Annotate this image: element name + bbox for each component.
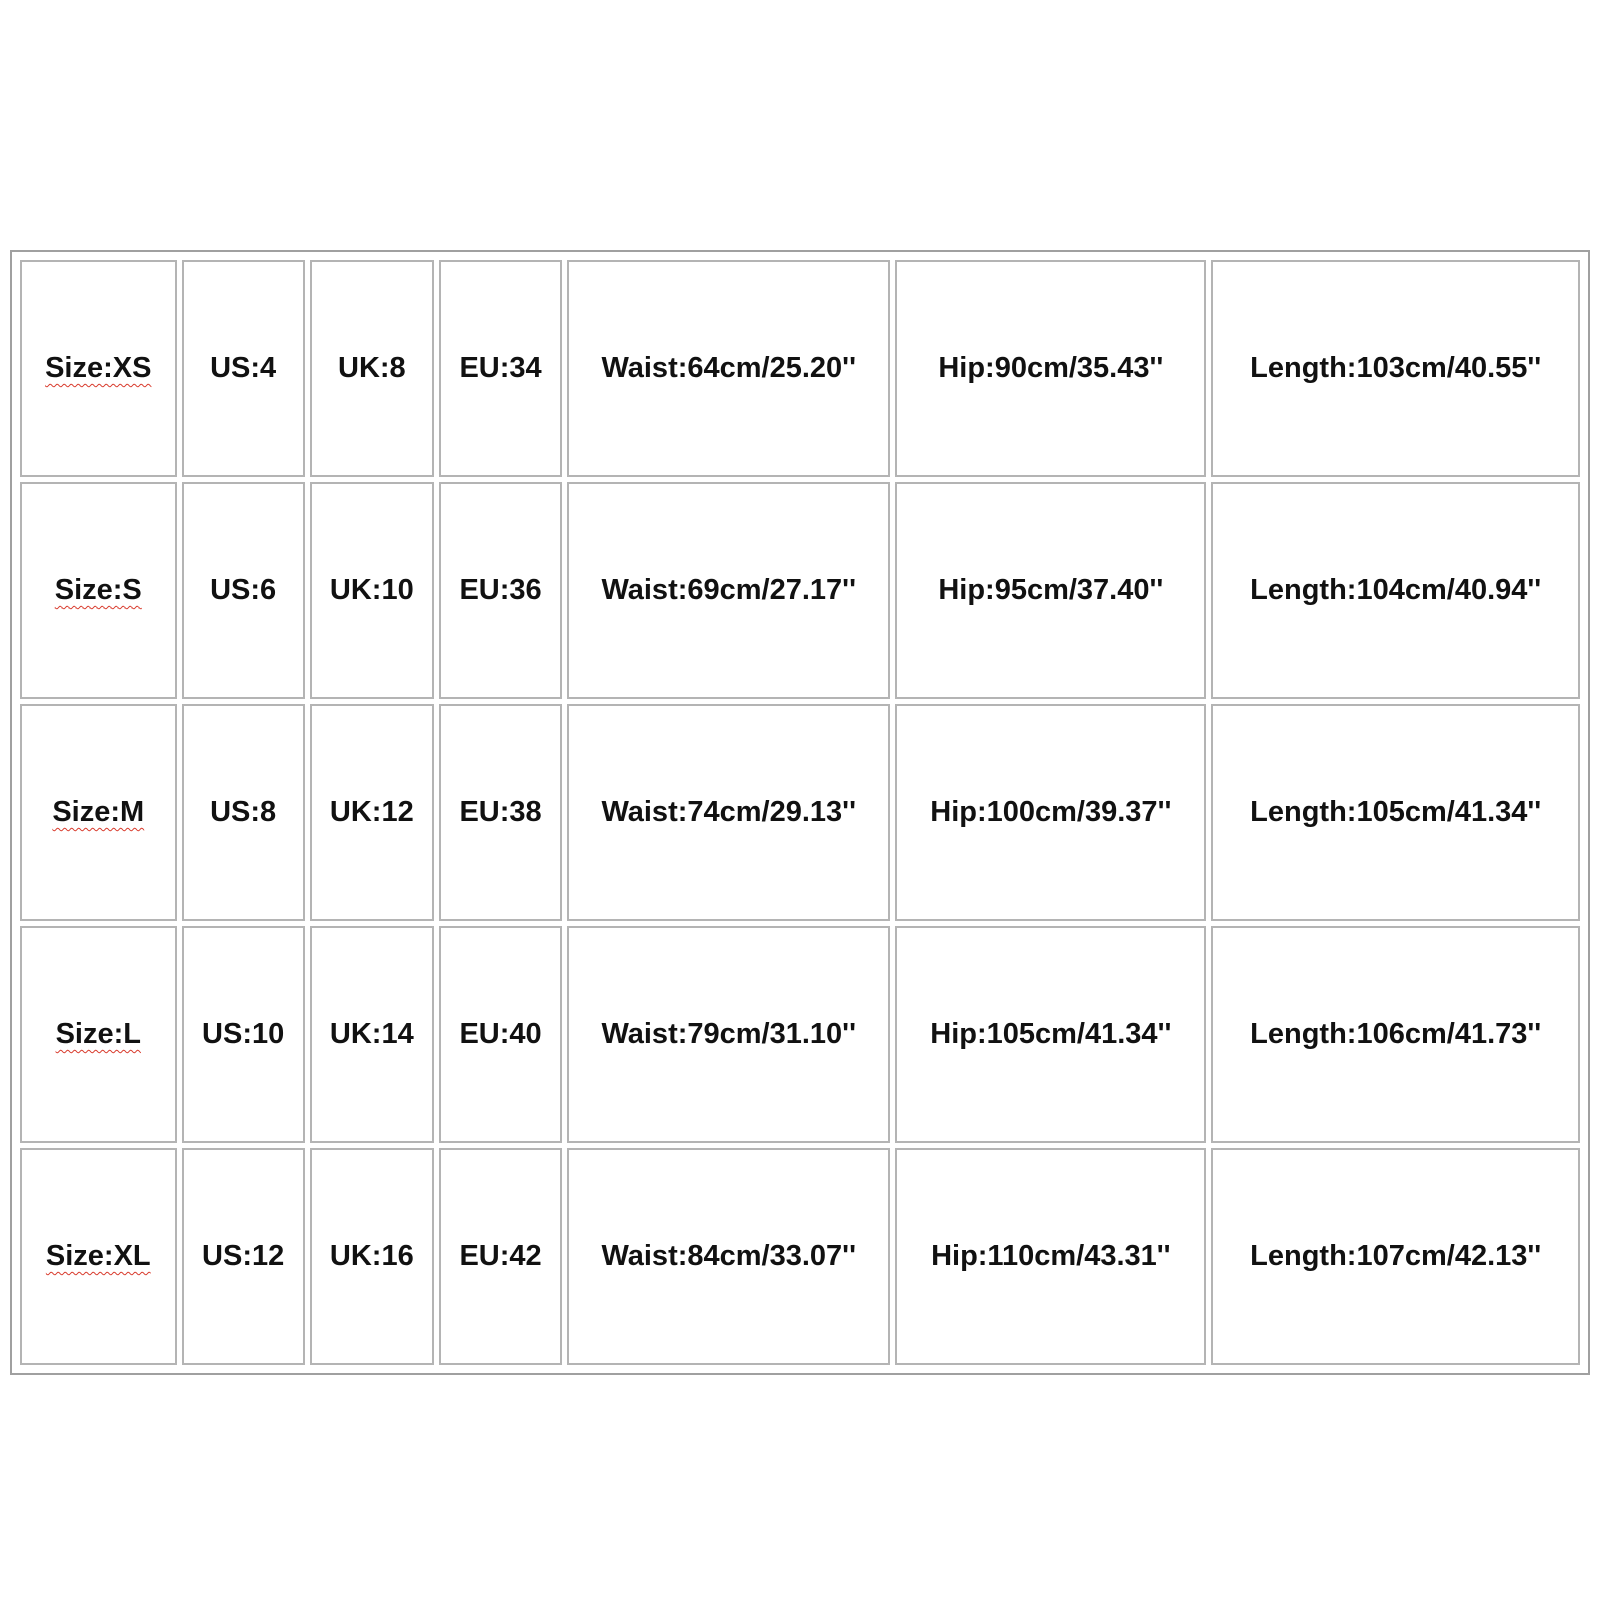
eu-size-cell: EU:34 — [439, 260, 562, 477]
us-size-cell: US:6 — [182, 482, 305, 699]
hip-cell: Hip:100cm/39.37'' — [895, 704, 1206, 921]
size-cell — [20, 482, 177, 699]
eu-size-cell: EU:38 — [439, 704, 562, 921]
waist-cell: Waist:74cm/29.13'' — [567, 704, 890, 921]
waist-cell: Waist:84cm/33.07'' — [567, 1148, 890, 1365]
eu-size-cell: EU:36 — [439, 482, 562, 699]
table-row — [20, 704, 1580, 921]
us-size-cell: US:10 — [182, 926, 305, 1143]
hip-cell: Hip:105cm/41.34'' — [895, 926, 1206, 1143]
size-cell — [20, 260, 177, 477]
length-cell: Length:103cm/40.55'' — [1211, 260, 1580, 477]
table-row — [20, 482, 1580, 699]
table-row — [20, 260, 1580, 477]
waist-cell: Waist:69cm/27.17'' — [567, 482, 890, 699]
length-cell: Length:107cm/42.13'' — [1211, 1148, 1580, 1365]
length-cell: Length:104cm/40.94'' — [1211, 482, 1580, 699]
size-label: Size:M — [52, 796, 145, 828]
size-cell — [20, 926, 177, 1143]
uk-size-cell: UK:14 — [310, 926, 434, 1143]
size-cell — [20, 704, 177, 921]
size-cell — [20, 1148, 177, 1365]
size-chart-table — [15, 255, 1585, 1370]
hip-cell: Hip:95cm/37.40'' — [895, 482, 1206, 699]
uk-size-cell: UK:16 — [310, 1148, 434, 1365]
us-size-cell: US:12 — [182, 1148, 305, 1365]
length-cell: Length:106cm/41.73'' — [1211, 926, 1580, 1143]
size-label: Size:L — [55, 1018, 141, 1050]
waist-cell: Waist:64cm/25.20'' — [567, 260, 890, 477]
eu-size-cell: EU:40 — [439, 926, 562, 1143]
table-row — [20, 1148, 1580, 1365]
eu-size-cell: EU:42 — [439, 1148, 562, 1365]
us-size-cell: US:4 — [182, 260, 305, 477]
size-label: Size:S — [54, 574, 142, 606]
size-label: Size:XS — [45, 352, 152, 384]
size-label: Size:XL — [45, 1240, 151, 1272]
length-cell: Length:105cm/41.34'' — [1211, 704, 1580, 921]
hip-cell: Hip:90cm/35.43'' — [895, 260, 1206, 477]
uk-size-cell: UK:8 — [310, 260, 434, 477]
hip-cell: Hip:110cm/43.31'' — [895, 1148, 1206, 1365]
uk-size-cell: UK:10 — [310, 482, 434, 699]
us-size-cell: US:8 — [182, 704, 305, 921]
size-chart — [10, 250, 1590, 1375]
waist-cell: Waist:79cm/31.10'' — [567, 926, 890, 1143]
uk-size-cell: UK:12 — [310, 704, 434, 921]
table-row — [20, 926, 1580, 1143]
